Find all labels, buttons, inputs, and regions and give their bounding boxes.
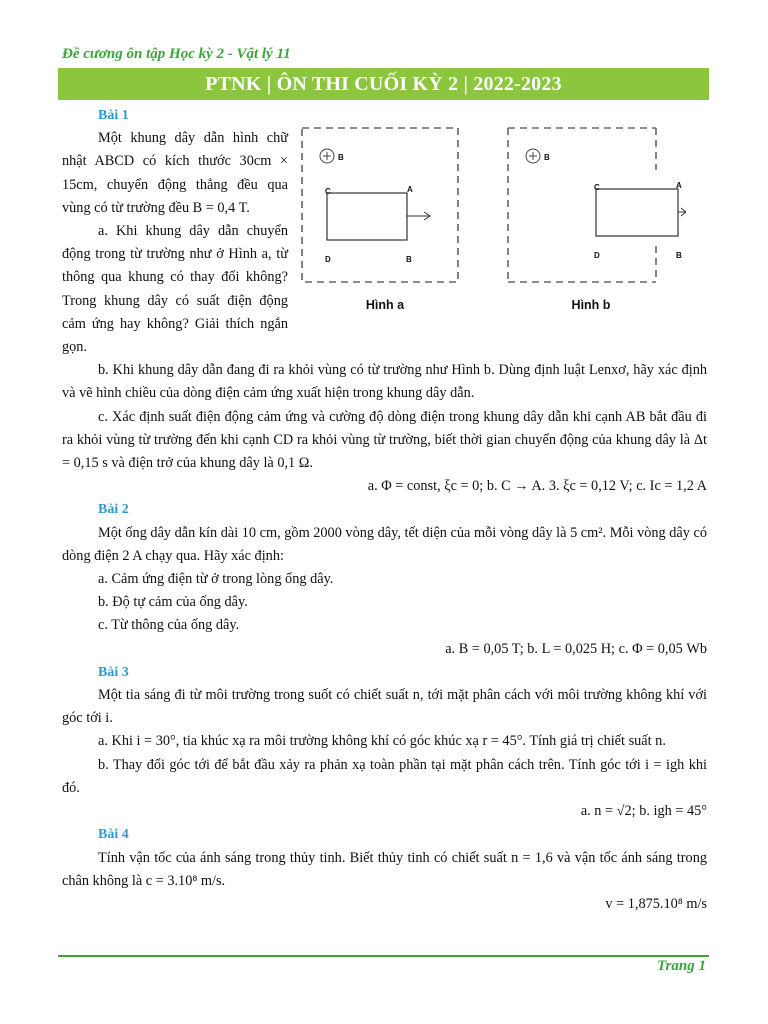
page-number: Trang 1 xyxy=(656,958,706,974)
figure-a-corner-b: B xyxy=(406,255,412,264)
figure-b xyxy=(506,126,682,326)
exercise-1-part-a: a. Khi khung dây dẫn chuyển động trong từ trường như ở Hình a, từ thông qua khung có thay đổi không? Trong khung dây có suất điện động cảm ứng hay không? Giải thích ngắn gọn. xyxy=(62,223,288,356)
exercise-3-title: Bài 3 xyxy=(98,664,129,680)
footer-divider xyxy=(58,955,709,957)
document-subtitle: Đề cương ôn tập Học kỳ 2 - Vật lý 11 xyxy=(62,46,291,62)
exercise-4-answer: v = 1,875.10⁸ m/s xyxy=(605,895,707,912)
figure-b-corner-b: B xyxy=(676,251,682,260)
exercise-3-part-a: a. Khi i = 30°, tia khúc xạ ra môi trường không khí có góc khúc xạ r = 45°. Tính giá trị chiết suất n. xyxy=(98,733,666,750)
figure-b-corner-d: D xyxy=(594,251,600,260)
figure-b-label: Hình b xyxy=(571,298,611,312)
exercise-1-part-b: b. Khi khung dây dẫn đang đi ra khỏi vùng có từ trường như Hình b. Dùng định luật Lenxơ, hãy xác định và vẽ hình chiều của dòng điện cảm ứng xuất hiện trong khung dây dẫn. xyxy=(62,362,707,402)
figure-a-field-label: B xyxy=(338,153,344,162)
figure-b-corner-c: C xyxy=(594,183,600,192)
exercise-4-intro: Tính vận tốc của ánh sáng trong thủy tinh. Biết thủy tinh có chiết suất n = 1,6 và vận tốc ánh sáng trong chân không là c = 3.10⁸ m/s. xyxy=(62,849,707,889)
exercise-3-answer: a. n = √2; b. igh = 45° xyxy=(580,803,707,820)
document-body xyxy=(62,104,707,916)
exercise-3-intro: Một tia sáng đi từ môi trường trong suốt có chiết suất n, tới mặt phân cách với môi trường không khí với góc tới i. xyxy=(62,687,707,727)
figure-b-field-label: B xyxy=(544,153,550,162)
exercise-2-part-a: a. Cảm ứng điện từ ở trong lòng ống dây. xyxy=(98,571,334,588)
figure-a-corner-c: C xyxy=(325,187,331,196)
exercise-1-intro: Một khung dây dẫn hình chữ nhật ABCD có kích thước 30cm × 15cm, chuyển động thẳng đều qua vùng có từ trường đều B = 0,4 T. xyxy=(62,130,288,216)
figure-a-corner-a: A xyxy=(407,185,413,194)
exercise-1 xyxy=(62,104,707,498)
figure-a-corner-d: D xyxy=(325,255,331,264)
exercise-1-answer: a. Φ = const, ξc = 0; b. C → A. 3. ξc = 0,12 V; c. Ic = 1,2 A xyxy=(367,478,707,495)
exercise-2-part-c: c. Từ thông của ống dây. xyxy=(98,617,240,634)
document-banner: PTNK | ÔN THI CUỐI KỲ 2 | 2022-2023 xyxy=(58,68,709,100)
exercise-1-title: Bài 1 xyxy=(98,108,129,123)
exercise-2-intro: Một ống dây dẫn kín dài 10 cm, gồm 2000 vòng dây, tết diện của mỗi vòng dây là 5 cm². Mỗi vòng dây có dòng điện 2 A chạy qua. Hãy xác định: xyxy=(62,524,707,564)
exercise-2-title: Bài 2 xyxy=(98,502,129,518)
figure-a xyxy=(300,126,470,326)
exercise-4-title: Bài 4 xyxy=(98,827,129,843)
figure-a-label: Hình a xyxy=(365,298,405,312)
exercise-1-figures xyxy=(300,126,720,326)
exercise-1-part-c: c. Xác định suất điện động cảm ứng và cường độ dòng điện trong khung dây dẫn khi cạnh AB bắt đầu đi ra khỏi vùng từ trường đến khi cạnh CD ra khỏi vùng từ trường, biết thời gian chuyển động của khung dây là Δt = 0,15 s và điện trở của khung dây là 0,1 Ω. xyxy=(62,408,707,472)
figure-b-corner-a: A xyxy=(676,181,682,190)
exercise-3-part-b: b. Thay đổi góc tới để bắt đầu xảy ra phản xạ toàn phần tại mặt phân cách trên. Tính góc tới i = igh khi đó. xyxy=(62,756,707,796)
exercise-2-answer: a. B = 0,05 T; b. L = 0,025 H; c. Φ = 0,05 Wb xyxy=(445,640,707,657)
exercise-2-part-b: b. Độ tự cảm của ống dây. xyxy=(98,594,248,611)
figure-b-drawing xyxy=(506,126,686,296)
